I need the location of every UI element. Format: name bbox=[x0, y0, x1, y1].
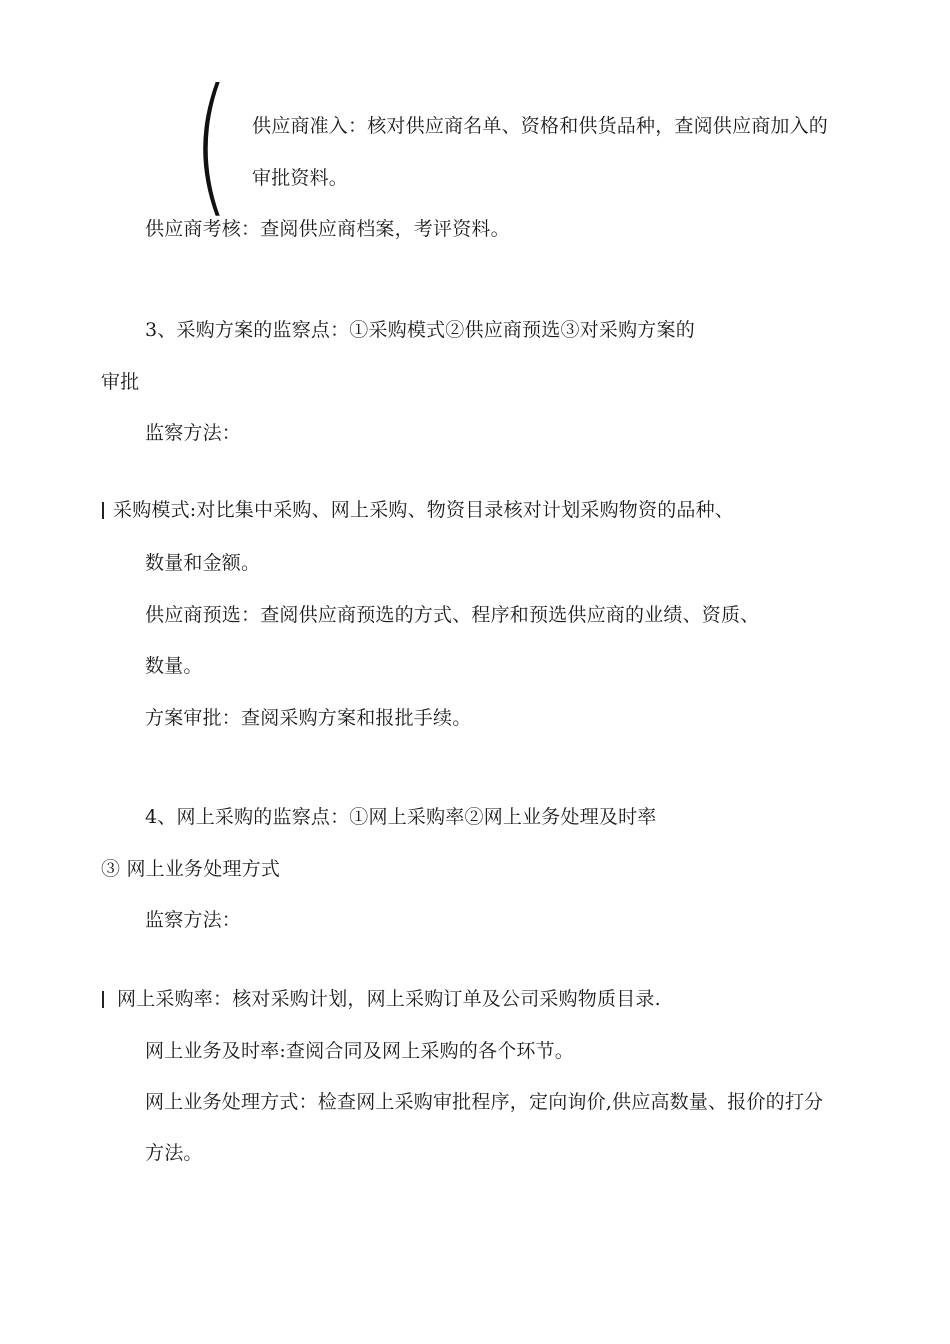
plan-mode-line1: 采购模式:对比集中采购、网上采购、物资目录核对计划采购物资的品种、 bbox=[113, 499, 735, 521]
online-method-label: 监察方法： bbox=[145, 909, 242, 931]
list-marker-bar bbox=[102, 991, 104, 1008]
supplier-admission-line1: 供应商准入：核对供应商名单、资格和供货品种，查阅供应商加入的 bbox=[252, 115, 829, 137]
plan-heading-line2: 审批 bbox=[101, 371, 140, 393]
plan-heading-line1: 3、采购方案的监察点：①采购模式②供应商预选③对采购方案的 bbox=[145, 319, 695, 341]
online-process-line1: 网上业务处理方式：检查网上采购审批程序，定向询价,供应高数量、报价的打分 bbox=[145, 1091, 824, 1113]
plan-method-label: 监察方法： bbox=[145, 422, 242, 444]
online-process-line2: 方法。 bbox=[145, 1142, 203, 1164]
plan-preselect-line2: 数量。 bbox=[145, 655, 203, 677]
online-heading-line2: ③ 网上业务处理方式 bbox=[101, 858, 281, 880]
plan-preselect-line1: 供应商预选：查阅供应商预选的方式、程序和预选供应商的业绩、资质、 bbox=[145, 604, 760, 626]
online-rate: 网上采购率：核对采购计划，网上采购订单及公司采购物质目录. bbox=[117, 988, 661, 1010]
list-marker-bar bbox=[102, 502, 104, 519]
online-heading-line1: 4、网上采购的监察点：①网上采购率②网上业务处理及时率 bbox=[145, 806, 657, 828]
left-parenthesis: ( bbox=[193, 58, 230, 232]
supplier-admission-line2: 审批资料。 bbox=[252, 167, 349, 189]
plan-mode-line2: 数量和金额。 bbox=[145, 552, 261, 574]
plan-approval: 方案审批：查阅采购方案和报批手续。 bbox=[145, 707, 472, 729]
online-timeliness: 网上业务及时率:查阅合同及网上采购的各个环节。 bbox=[145, 1040, 575, 1062]
supplier-evaluation: 供应商考核：查阅供应商档案，考评资料。 bbox=[145, 218, 510, 240]
